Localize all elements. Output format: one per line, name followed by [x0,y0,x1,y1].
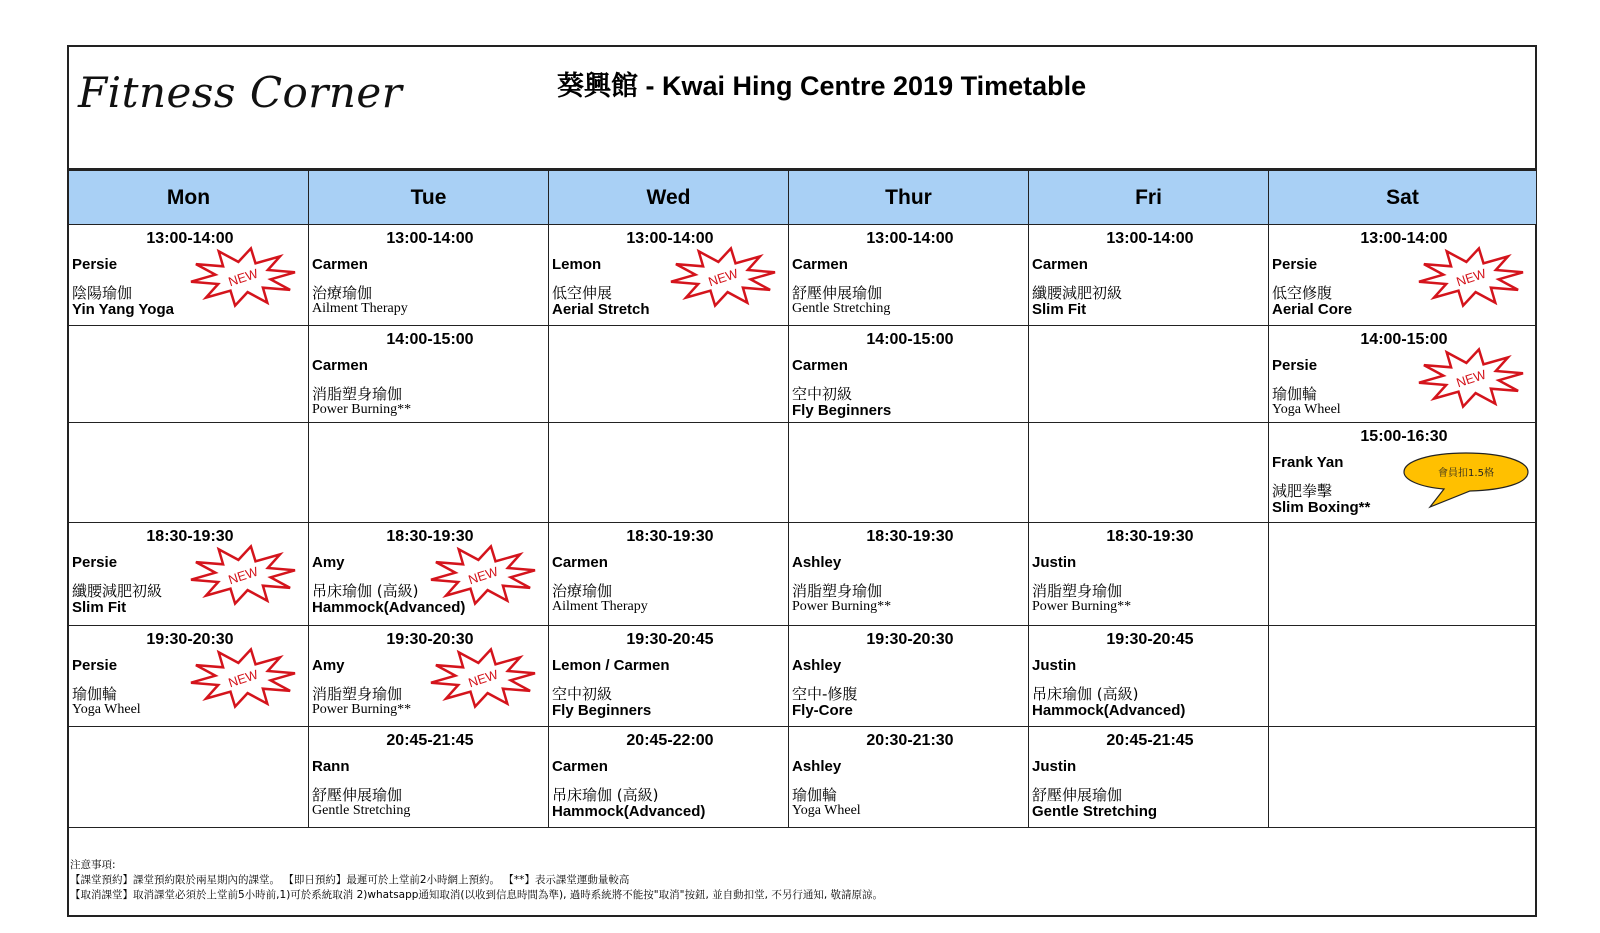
slot-tue [309,626,549,727]
slot-fri [1029,326,1269,423]
class-time: 19:30-20:45 [626,631,714,648]
slot-thur [789,423,1029,523]
class-name-english: Gentle Stretching [312,803,411,818]
class-time: 14:00-15:00 [386,331,474,348]
class-name-english: Power Burning** [792,599,892,614]
slot-sat [1269,225,1537,326]
new-badge-label: NEW [706,265,740,290]
class-name-english: Yoga Wheel [1272,402,1341,417]
instructor-name: Persie [1272,357,1318,374]
class-name-english: Hammock(Advanced) [552,803,706,820]
instructor-name: Persie [72,657,118,674]
instructor-name: Carmen [312,357,368,374]
class-name-english: Ailment Therapy [312,301,408,316]
timetable-row [69,225,1537,326]
class-name-english: Slim Fit [72,599,127,616]
slot-tue [309,423,549,523]
slot-thur [789,523,1029,626]
new-badge-label: NEW [466,563,500,588]
day-header-tue: Tue [309,171,549,225]
slot-fri [1029,626,1269,727]
slot-mon [69,423,309,523]
class-name-english: Hammock(Advanced) [312,599,466,616]
speech-bubble-label: 會員扣1.5格 [1438,468,1494,479]
class-name-chinese: 瑜伽輪 [1272,385,1318,403]
class-entry [789,523,1028,617]
new-badge-label: NEW [226,563,260,588]
slot-wed [549,523,789,626]
class-name-chinese: 舒壓伸展瑜伽 [792,284,883,302]
instructor-name: Rann [312,758,350,775]
class-time: 13:00-14:00 [1106,230,1194,247]
notes-cancellation-rules: 【取消課堂】取消課堂必須於上堂前5小時前,1)可於系統取消 2)whatsapp通知取消(以收到信息時間為準), 過時系統將不能按"取消"按鈕, 並自動扣堂, 不另行通知, 敬請原諒。 [70,889,883,901]
slot-thur [789,326,1029,423]
class-time: 18:30-19:30 [626,528,714,545]
slot-sat [1269,423,1537,523]
slot-fri [1029,225,1269,326]
class-name-english: Yin Yang Yoga [72,301,174,318]
slot-mon [69,626,309,727]
timetable-row [69,727,1537,828]
class-name-chinese: 空中初級 [552,685,613,703]
new-badge-icon [424,539,542,609]
class-name-chinese: 消脂塑身瑜伽 [1032,582,1123,600]
slot-mon [69,727,309,828]
class-name-english: Aerial Stretch [552,301,650,318]
slot-sat [1269,626,1537,727]
slot-tue [309,727,549,828]
class-name-english: Gentle Stretching [1032,803,1158,820]
slot-wed [549,225,789,326]
speech-bubble-icon [1400,449,1532,511]
class-entry [309,727,548,821]
slot-wed [549,727,789,828]
slot-wed [549,326,789,423]
class-name-english: Power Burning** [1032,599,1132,614]
slot-tue [309,523,549,626]
class-entry [309,225,548,319]
class-time: 20:45-21:45 [386,732,474,749]
instructor-name: Ashley [792,758,842,775]
new-badge-icon [664,241,782,311]
slot-wed [549,423,789,523]
class-entry [1029,727,1268,821]
class-name-chinese: 治療瑜伽 [552,582,613,600]
class-name-chinese: 纖腰減肥初級 [1032,284,1123,302]
instructor-name: Carmen [312,256,368,273]
instructor-name: Ashley [792,554,842,571]
class-entry [789,626,1028,720]
class-name-chinese: 消脂塑身瑜伽 [792,582,883,600]
new-badge-label: NEW [466,666,500,691]
new-badge-icon [1412,241,1530,311]
notes-heading: 注意事項: [70,859,116,871]
class-name-chinese: 吊床瑜伽 (高級) [552,786,659,804]
instructor-name: Justin [1032,758,1077,775]
class-entry [549,626,788,720]
class-time: 20:45-21:45 [1106,732,1194,749]
new-badge-label: NEW [1454,265,1488,290]
slot-tue [309,225,549,326]
new-badge-label: NEW [1454,366,1488,391]
class-time: 13:00-14:00 [1360,230,1448,247]
slot-tue [309,326,549,423]
title-english: Kwai Hing Centre 2019 Timetable [662,71,1087,101]
day-header-thur: Thur [789,171,1029,225]
class-entry [1029,626,1268,720]
class-name-english: Fly Beginners [552,702,652,719]
class-name-english: Slim Fit [1032,301,1087,318]
class-time: 18:30-19:30 [1106,528,1194,545]
class-time: 13:00-14:00 [866,230,954,247]
slot-sat [1269,727,1537,828]
slot-thur [789,225,1029,326]
instructor-name: Carmen [1032,256,1088,273]
day-header-fri: Fri [1029,171,1269,225]
class-entry [309,326,548,420]
notes-section [70,858,883,903]
class-entry [549,523,788,617]
new-badge-icon [1412,342,1530,412]
class-time: 20:30-21:30 [866,732,954,749]
class-name-chinese: 舒壓伸展瑜伽 [1032,786,1123,804]
class-name-chinese: 治療瑜伽 [312,284,373,302]
slot-fri [1029,727,1269,828]
class-time: 14:00-15:00 [1360,331,1448,348]
class-name-chinese: 空中初級 [792,385,853,403]
timetable-row [69,523,1537,626]
class-entry [549,727,788,821]
class-time: 13:00-14:00 [626,230,714,247]
class-time: 19:30-20:45 [1106,631,1194,648]
class-entry [789,727,1028,821]
instructor-name: Lemon [552,256,602,273]
class-entry [1029,523,1268,617]
class-name-english: Slim Boxing** [1272,499,1371,516]
timetable [68,170,1537,828]
title-chinese: 葵興館 [557,71,638,101]
instructor-name: Carmen [552,758,608,775]
class-name-english: Hammock(Advanced) [1032,702,1186,719]
class-name-chinese: 吊床瑜伽 (高級) [1032,685,1139,703]
new-badge-icon [184,241,302,311]
class-time: 19:30-20:30 [866,631,954,648]
slot-sat [1269,523,1537,626]
class-name-chinese: 空中-修腹 [792,685,858,703]
class-time: 13:00-14:00 [146,230,234,247]
slot-mon [69,326,309,423]
instructor-name: Frank Yan [1272,454,1344,471]
class-time: 14:00-15:00 [866,331,954,348]
class-entry [789,326,1028,420]
class-entry [1029,225,1268,319]
class-name-chinese: 瑜伽輪 [72,685,118,703]
instructor-name: Amy [312,554,345,571]
class-name-chinese: 低空伸展 [552,284,613,302]
class-name-chinese: 消脂塑身瑜伽 [312,385,403,403]
instructor-name: Carmen [792,357,848,374]
instructor-name: Carmen [792,256,848,273]
day-header-row [69,171,1537,225]
class-name-chinese: 吊床瑜伽 (高級) [312,582,419,600]
instructor-name: Amy [312,657,345,674]
class-time: 20:45-22:00 [626,732,714,749]
timetable-row [69,626,1537,727]
class-name-chinese: 舒壓伸展瑜伽 [312,786,403,804]
class-entry [789,225,1028,319]
class-time: 15:00-16:30 [1360,428,1448,445]
page-title [557,64,1086,103]
class-name-english: Power Burning** [312,402,412,417]
new-badge-icon [184,539,302,609]
slot-wed [549,626,789,727]
new-badge-icon [424,642,542,712]
class-name-chinese: 纖腰減肥初級 [72,582,163,600]
slot-mon [69,225,309,326]
class-name-english: Gentle Stretching [792,301,891,316]
instructor-name: Ashley [792,657,842,674]
title-separator: - [638,71,662,101]
instructor-name: Persie [72,554,118,571]
class-time: 18:30-19:30 [866,528,954,545]
timetable-row [69,423,1537,523]
slot-sat [1269,326,1537,423]
slot-mon [69,523,309,626]
day-header-mon: Mon [69,171,309,225]
class-name-english: Yoga Wheel [792,803,861,818]
new-badge-icon [184,642,302,712]
class-time: 19:30-20:30 [386,631,474,648]
class-name-english: Ailment Therapy [552,599,648,614]
day-header-sat: Sat [1269,171,1537,225]
class-name-english: Fly Beginners [792,402,892,419]
class-name-english: Yoga Wheel [72,702,141,717]
class-name-chinese: 陰陽瑜伽 [72,284,133,302]
slot-fri [1029,523,1269,626]
class-name-english: Fly-Core [792,702,853,719]
new-badge-label: NEW [226,666,260,691]
notes-booking-rules: 【課堂預約】課堂預約限於兩星期內的課堂。 【即日預約】最遲可於上堂前2小時網上預約。 【**】表示課堂運動量較高 [70,874,630,886]
new-badge-label: NEW [226,265,260,290]
instructor-name: Lemon / Carmen [552,657,670,674]
instructor-name: Justin [1032,657,1077,674]
class-time: 13:00-14:00 [386,230,474,247]
slot-thur [789,727,1029,828]
instructor-name: Persie [72,256,118,273]
class-name-chinese: 低空修腹 [1272,284,1333,302]
fitness-corner-logo: Fitness Corner [78,68,403,117]
slot-fri [1029,423,1269,523]
class-time: 19:30-20:30 [146,631,234,648]
instructor-name: Justin [1032,554,1077,571]
slot-thur [789,626,1029,727]
speech-bubble-shape [1404,453,1528,507]
class-name-chinese: 減肥拳擊 [1272,482,1333,500]
class-name-chinese: 消脂塑身瑜伽 [312,685,403,703]
instructor-name: Persie [1272,256,1318,273]
instructor-name: Carmen [552,554,608,571]
timetable-row [69,326,1537,423]
class-time: 18:30-19:30 [146,528,234,545]
class-time: 18:30-19:30 [386,528,474,545]
class-name-english: Power Burning** [312,702,412,717]
day-header-wed: Wed [549,171,789,225]
class-name-chinese: 瑜伽輪 [792,786,838,804]
class-name-english: Aerial Core [1272,301,1353,318]
